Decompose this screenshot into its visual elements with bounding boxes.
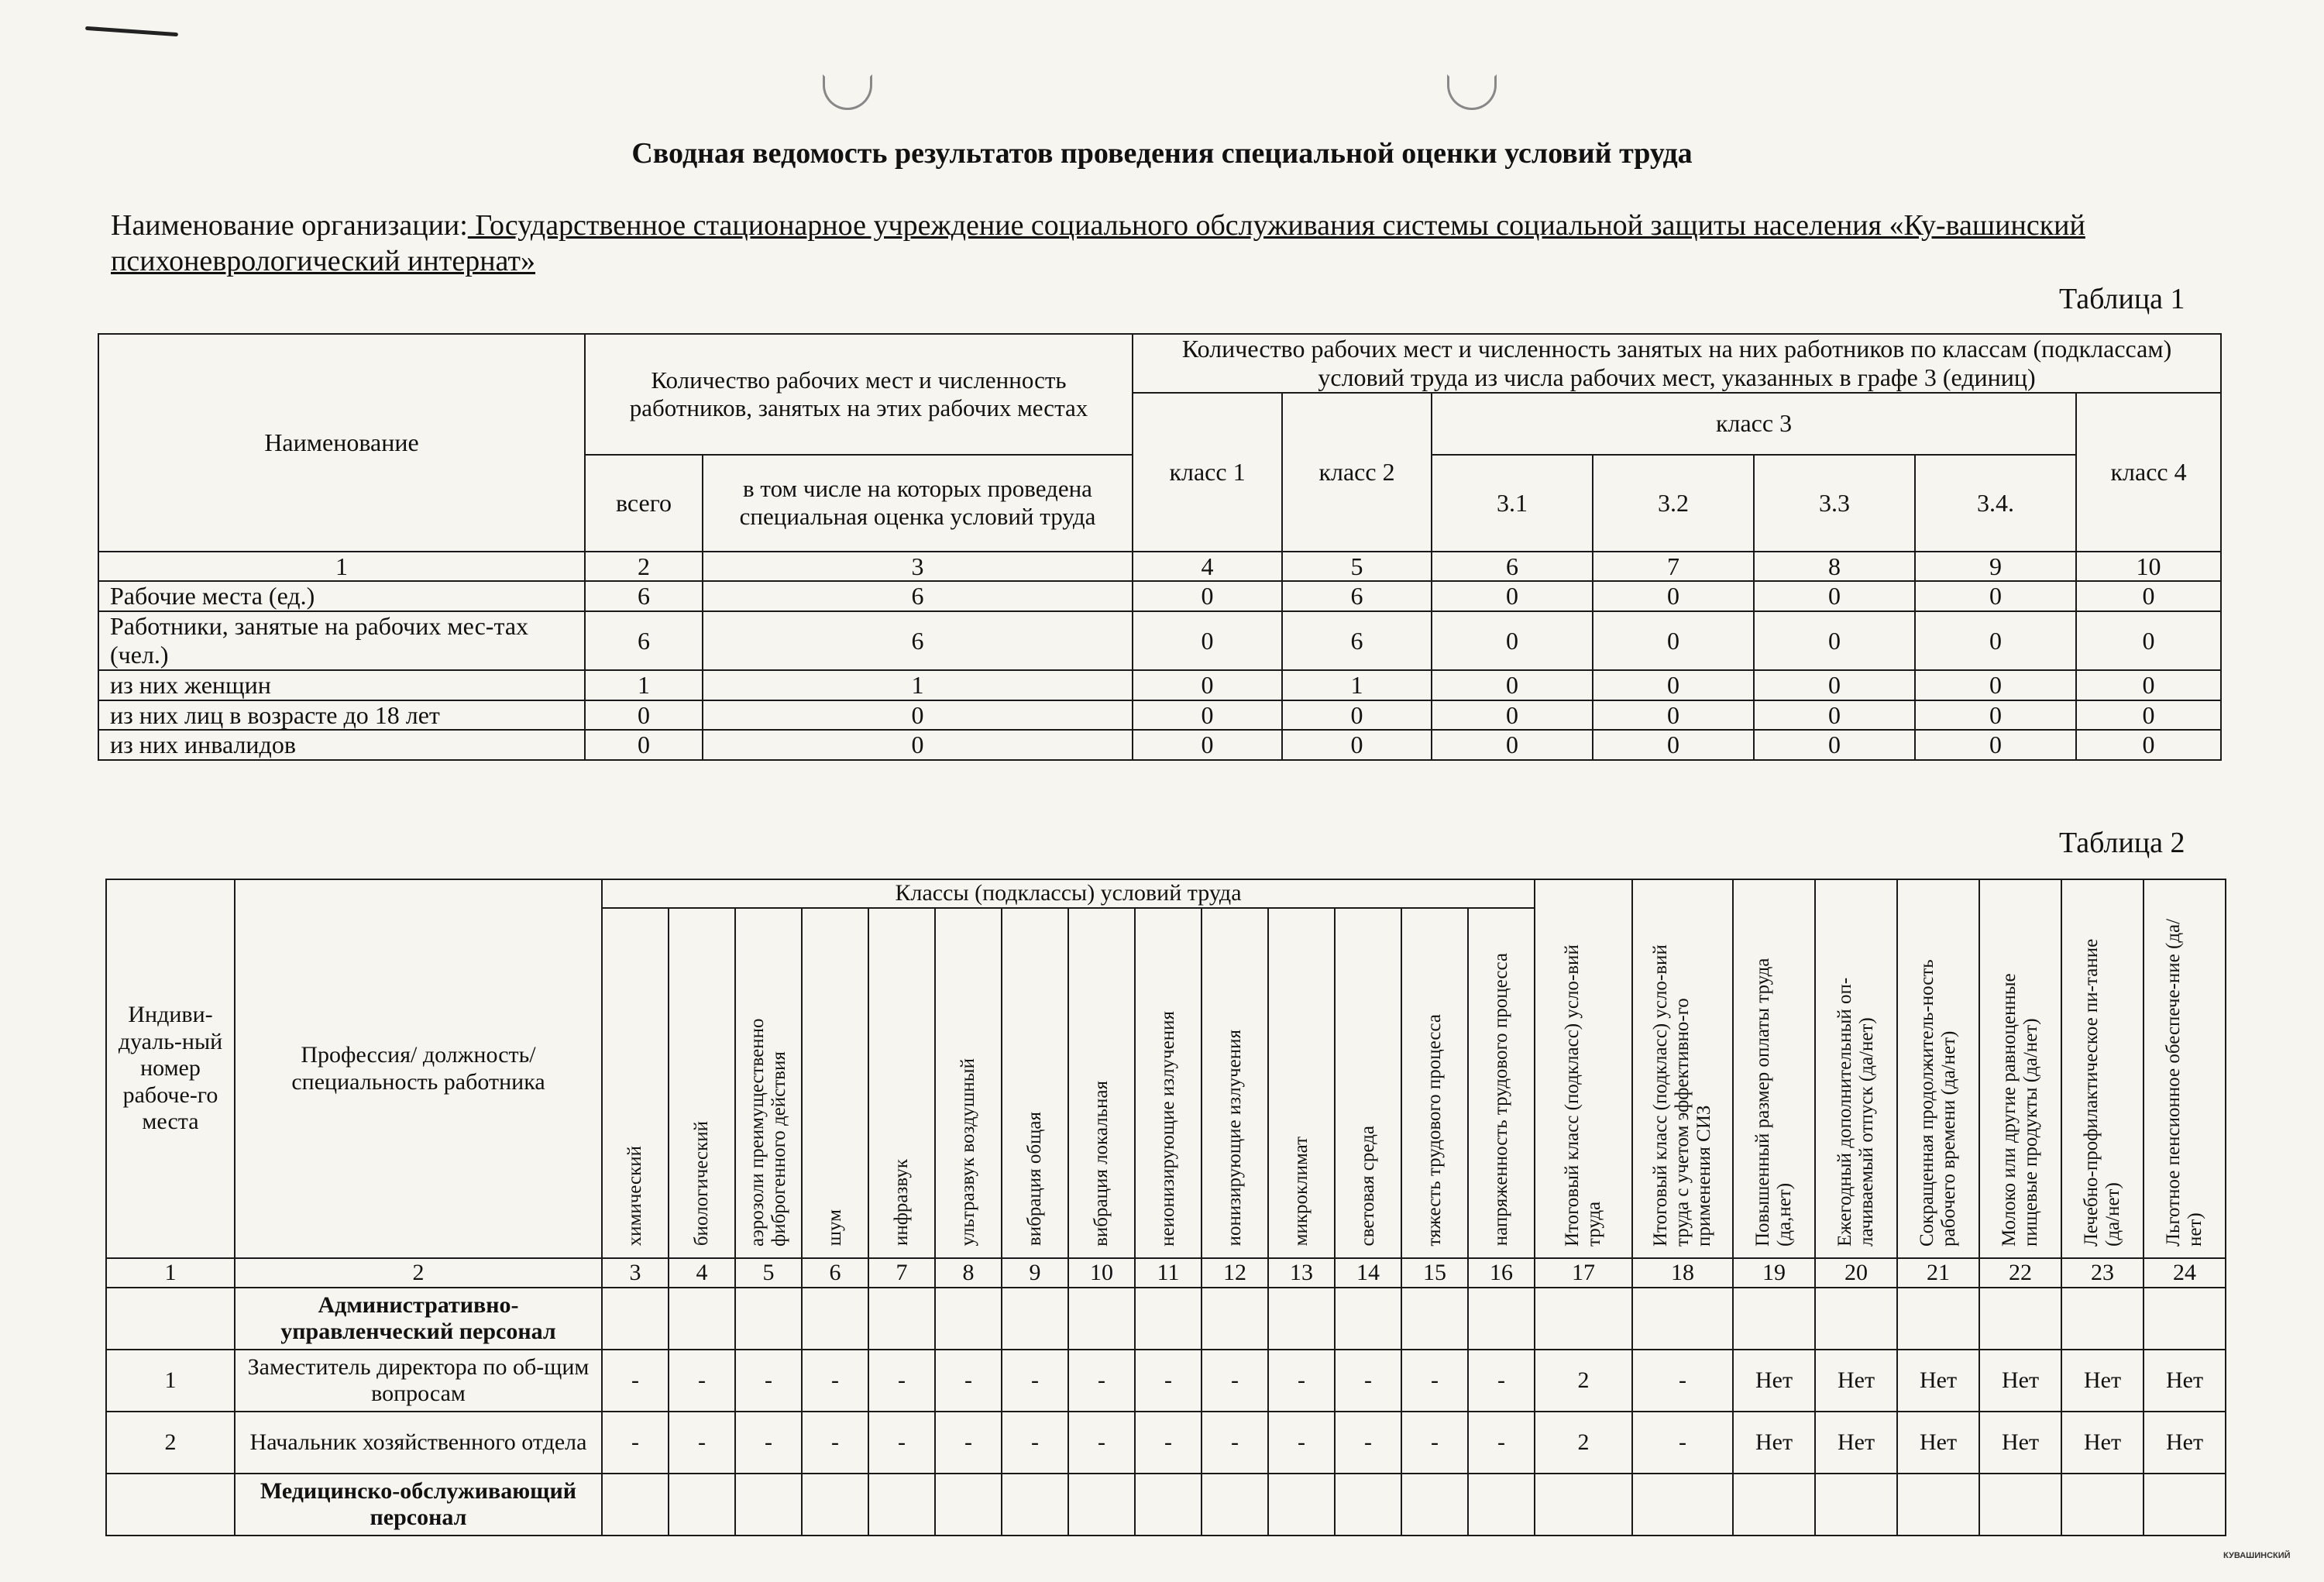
t1-value: 0 bbox=[1593, 730, 1754, 760]
t2-row bbox=[106, 1412, 2226, 1474]
t1-value: 0 bbox=[1432, 700, 1593, 731]
t1-header-class2: класс 2 bbox=[1282, 393, 1432, 552]
t1-value: 0 bbox=[1915, 581, 2076, 611]
t1-value: 0 bbox=[1133, 670, 1282, 700]
t1-value: 6 bbox=[703, 611, 1133, 670]
t2-col-number: 23 bbox=[2061, 1258, 2144, 1288]
t1-value: 0 bbox=[1593, 581, 1754, 611]
t2-col-number: 6 bbox=[802, 1258, 868, 1288]
t2-empty-cell bbox=[669, 1474, 735, 1536]
t1-value: 0 bbox=[1754, 611, 1915, 670]
t1-value: 0 bbox=[1593, 700, 1754, 731]
t1-value: 0 bbox=[1593, 670, 1754, 700]
t2-empty-cell bbox=[1068, 1288, 1135, 1350]
t2-value: - bbox=[1002, 1350, 1068, 1412]
t2-value: Нет bbox=[2061, 1412, 2144, 1474]
table1-caption: Таблица 1 bbox=[2059, 283, 2185, 315]
t2-factor-label: световая среда bbox=[1357, 1126, 1378, 1247]
t2-factor-label: химический bbox=[624, 1146, 645, 1247]
t2-empty-cell bbox=[868, 1288, 935, 1350]
t2-factor-label: тяжесть трудового процесса bbox=[1424, 1013, 1445, 1247]
t2-factor-label: неионизирующие излучения bbox=[1157, 1010, 1178, 1247]
t2-value: 2 bbox=[1535, 1412, 1632, 1474]
t2-value: Нет bbox=[2144, 1412, 2226, 1474]
t1-value: 0 bbox=[703, 730, 1133, 760]
t1-value: 0 bbox=[2076, 670, 2221, 700]
t2-header-factor bbox=[868, 908, 935, 1259]
t2-value: Нет bbox=[1979, 1412, 2061, 1474]
t2-workplace-no: 2 bbox=[106, 1412, 235, 1474]
t2-empty-cell bbox=[735, 1474, 802, 1536]
watermark-logo: КУВАШИНСКИЙ bbox=[2223, 1551, 2291, 1560]
t2-value: - bbox=[1632, 1412, 1733, 1474]
t2-empty-cell bbox=[1335, 1288, 1401, 1350]
t2-value: - bbox=[602, 1350, 669, 1412]
t2-value: - bbox=[1468, 1412, 1535, 1474]
t2-value: Нет bbox=[1897, 1350, 1979, 1412]
t1-row-name: из них женщин bbox=[98, 670, 585, 700]
t2-empty-cell bbox=[1202, 1288, 1268, 1350]
t2-factor-label: микроклимат bbox=[1291, 1137, 1312, 1247]
t2-body bbox=[106, 1288, 2226, 1536]
t2-header-classes-group: Классы (подклассы) условий труда bbox=[602, 879, 1535, 908]
t2-empty-cell bbox=[1202, 1474, 1268, 1536]
t2-value: - bbox=[1202, 1412, 1268, 1474]
t1-row-name: из них лиц в возрасте до 18 лет bbox=[98, 700, 585, 731]
t2-header-summary bbox=[1733, 879, 1815, 1258]
t2-header-summary bbox=[1815, 879, 1897, 1258]
t1-row bbox=[98, 581, 2221, 611]
t2-value: Нет bbox=[1897, 1412, 1979, 1474]
t2-value: Нет bbox=[1815, 1350, 1897, 1412]
t2-value: Нет bbox=[1733, 1350, 1815, 1412]
t2-col-number: 11 bbox=[1135, 1258, 1202, 1288]
t2-empty-cell bbox=[935, 1474, 1002, 1536]
t2-empty-cell bbox=[1002, 1474, 1068, 1536]
t1-value: 0 bbox=[2076, 700, 2221, 731]
t2-row bbox=[106, 1350, 2226, 1412]
t2-value: Нет bbox=[1815, 1412, 1897, 1474]
t2-empty-cell bbox=[2144, 1474, 2226, 1536]
t2-summary-label: Ежегодный дополнительный оп-лачиваемый отпуск (да/нет) bbox=[1834, 977, 1878, 1247]
t2-factor-label: вибрация локальная bbox=[1091, 1080, 1112, 1247]
t2-empty-cell bbox=[1897, 1288, 1979, 1350]
t2-empty-cell bbox=[1068, 1474, 1135, 1536]
t2-header-factor bbox=[1401, 908, 1468, 1259]
document-title: Сводная ведомость результатов проведения специальной оценки условий труда bbox=[631, 137, 1693, 170]
t2-col-number: 9 bbox=[1002, 1258, 1068, 1288]
t1-value: 0 bbox=[1754, 581, 1915, 611]
t2-factor-label: напряженность трудового процесса bbox=[1490, 953, 1512, 1247]
t1-value: 0 bbox=[1754, 700, 1915, 731]
t1-column-numbers bbox=[98, 552, 2221, 582]
t2-empty-cell bbox=[1632, 1474, 1733, 1536]
t2-empty-cell bbox=[2144, 1288, 2226, 1350]
t1-value: 6 bbox=[703, 581, 1133, 611]
t2-empty-cell bbox=[1733, 1474, 1815, 1536]
t2-summary-label: Сокращенная продолжитель-ность рабочего времени (да/нет) bbox=[1917, 958, 1960, 1247]
t1-value: 0 bbox=[585, 700, 703, 731]
t2-col-number: 19 bbox=[1733, 1258, 1815, 1288]
t1-value: 1 bbox=[1282, 670, 1432, 700]
punch-hole-left bbox=[823, 74, 872, 110]
t2-value: - bbox=[669, 1350, 735, 1412]
t1-header-name: Наименование bbox=[98, 334, 585, 552]
organization-label: Наименование организации: bbox=[111, 209, 468, 242]
t1-header-assessed: в том числе на которых проведена специальная оценка условий труда bbox=[703, 455, 1133, 552]
t2-section-medical: Медицинско-обслуживающий персонал bbox=[235, 1474, 602, 1536]
t1-row-name: Рабочие места (ед.) bbox=[98, 581, 585, 611]
t1-value: 0 bbox=[1915, 670, 2076, 700]
t2-col-number: 17 bbox=[1535, 1258, 1632, 1288]
t1-header-class1: класс 1 bbox=[1133, 393, 1282, 552]
t2-col-number: 24 bbox=[2144, 1258, 2226, 1288]
t1-value: 0 bbox=[2076, 611, 2221, 670]
t2-workplace-no: 1 bbox=[106, 1350, 235, 1412]
t2-section-row bbox=[106, 1474, 2226, 1536]
t1-value: 0 bbox=[2076, 730, 2221, 760]
t2-col-number: 16 bbox=[1468, 1258, 1535, 1288]
t2-section-admin: Административно-управленческий персонал bbox=[235, 1288, 602, 1350]
t2-col-number: 7 bbox=[868, 1258, 935, 1288]
t2-profession: Начальник хозяйственного отдела bbox=[235, 1412, 602, 1474]
t2-value: - bbox=[1068, 1412, 1135, 1474]
t2-empty-cell bbox=[1135, 1288, 1202, 1350]
t2-empty-cell bbox=[1335, 1474, 1401, 1536]
workplace-conditions-table bbox=[105, 879, 2226, 1536]
t2-value: - bbox=[1268, 1350, 1335, 1412]
t1-value: 0 bbox=[1133, 581, 1282, 611]
t2-header-summary bbox=[1979, 879, 2061, 1258]
t2-value: Нет bbox=[1733, 1412, 1815, 1474]
t1-value: 0 bbox=[1915, 730, 2076, 760]
t1-value: 0 bbox=[1432, 730, 1593, 760]
t2-value: 2 bbox=[1535, 1350, 1632, 1412]
t1-header-class4: класс 4 bbox=[2076, 393, 2221, 552]
t2-empty-cell bbox=[1897, 1474, 1979, 1536]
t1-header-classes-group: Количество рабочих мест и численность занятых на них работников по классам (подклассам) условий труда из числа рабочих мест, указанных в графе 3 (единиц) bbox=[1133, 334, 2221, 393]
t2-value: - bbox=[1632, 1350, 1733, 1412]
t2-col-number: 1 bbox=[106, 1258, 235, 1288]
t2-col-number: 21 bbox=[1897, 1258, 1979, 1288]
t2-value: Нет bbox=[2144, 1350, 2226, 1412]
t2-header-summary bbox=[1632, 879, 1733, 1258]
t2-empty-cell bbox=[1815, 1288, 1897, 1350]
t2-header-workplace-no: Индиви-дуаль-ный номер рабоче-го места bbox=[106, 879, 235, 1258]
t2-empty-cell bbox=[1632, 1288, 1733, 1350]
t2-empty-cell bbox=[802, 1288, 868, 1350]
t2-empty-cell bbox=[1002, 1288, 1068, 1350]
t1-col-number: 10 bbox=[2076, 552, 2221, 582]
t2-value: - bbox=[935, 1412, 1002, 1474]
t2-col-number: 8 bbox=[935, 1258, 1002, 1288]
t2-value: - bbox=[1268, 1412, 1335, 1474]
t1-header-count-group: Количество рабочих мест и численность работников, занятых на этих рабочих местах bbox=[585, 334, 1133, 455]
t2-factor-label: вибрация общая bbox=[1024, 1112, 1045, 1247]
t2-summary-label: Повышенный размер оплаты труда (да,нет) bbox=[1752, 958, 1796, 1247]
t2-empty-cell bbox=[602, 1474, 669, 1536]
t1-value: 0 bbox=[1133, 730, 1282, 760]
t1-value: 0 bbox=[1754, 670, 1915, 700]
t2-value: - bbox=[602, 1412, 669, 1474]
t2-header-factor bbox=[802, 908, 868, 1259]
t1-header-class3: класс 3 bbox=[1432, 393, 2076, 455]
t1-col-number: 4 bbox=[1133, 552, 1282, 582]
t1-value: 0 bbox=[1282, 700, 1432, 731]
t2-empty-cell bbox=[1535, 1288, 1632, 1350]
t1-col-number: 7 bbox=[1593, 552, 1754, 582]
t2-empty-cell bbox=[106, 1474, 235, 1536]
t2-value: - bbox=[802, 1350, 868, 1412]
t2-summary-label: Льготное пенсионное обеспече-ние (да/нет) bbox=[2163, 918, 2206, 1247]
t2-col-number: 2 bbox=[235, 1258, 602, 1288]
t2-profession: Заместитель директора по об-щим вопросам bbox=[235, 1350, 602, 1412]
t2-empty-cell bbox=[1468, 1288, 1535, 1350]
t1-value: 0 bbox=[703, 700, 1133, 731]
pen-mark bbox=[85, 26, 178, 36]
t2-col-number: 13 bbox=[1268, 1258, 1335, 1288]
organization-name: Государственное стационарное учреждение социального обслуживания системы социальной защиты населения «Ку-вашинский психоневрологический интернат» bbox=[111, 209, 2085, 277]
t2-factor-label: шум bbox=[824, 1209, 845, 1247]
t2-value: - bbox=[868, 1350, 935, 1412]
t2-empty-cell bbox=[1979, 1474, 2061, 1536]
t2-value: - bbox=[1135, 1350, 1202, 1412]
t2-factor-label: ионизирующие излучения bbox=[1224, 1030, 1245, 1247]
t2-section-row bbox=[106, 1288, 2226, 1350]
t2-header-factor bbox=[1268, 908, 1335, 1259]
t2-value: - bbox=[1202, 1350, 1268, 1412]
t1-col-number: 8 bbox=[1754, 552, 1915, 582]
t1-col-number: 2 bbox=[585, 552, 703, 582]
t1-row bbox=[98, 730, 2221, 760]
t2-header-factor bbox=[669, 908, 735, 1259]
t2-col-number: 3 bbox=[602, 1258, 669, 1288]
t2-value: Нет bbox=[1979, 1350, 2061, 1412]
t2-empty-cell bbox=[1401, 1288, 1468, 1350]
t2-summary-label: Итоговый класс (подкласс) усло-вий труда с учетом эффективно-го применения СИЗ bbox=[1650, 944, 1715, 1247]
t2-col-number: 20 bbox=[1815, 1258, 1897, 1288]
t2-value: - bbox=[1068, 1350, 1135, 1412]
t2-value: - bbox=[1401, 1412, 1468, 1474]
t1-header-3-2: 3.2 bbox=[1593, 455, 1754, 552]
t2-empty-cell bbox=[1401, 1474, 1468, 1536]
t2-value: - bbox=[1401, 1350, 1468, 1412]
t2-value: - bbox=[1135, 1412, 1202, 1474]
t1-value: 0 bbox=[1133, 700, 1282, 731]
t2-value: - bbox=[1002, 1412, 1068, 1474]
t2-empty-cell bbox=[1979, 1288, 2061, 1350]
t1-row bbox=[98, 700, 2221, 731]
t2-empty-cell bbox=[2061, 1474, 2144, 1536]
t2-col-number: 15 bbox=[1401, 1258, 1468, 1288]
t2-factor-label: биологический bbox=[691, 1121, 712, 1247]
t1-value: 0 bbox=[585, 730, 703, 760]
t1-header-3-3: 3.3 bbox=[1754, 455, 1915, 552]
table2-caption: Таблица 2 bbox=[2059, 827, 2185, 859]
t2-empty-cell bbox=[1815, 1474, 1897, 1536]
t2-col-number: 5 bbox=[735, 1258, 802, 1288]
t2-empty-cell bbox=[1535, 1474, 1632, 1536]
t2-header-factor bbox=[1135, 908, 1202, 1259]
t1-value: 0 bbox=[1282, 730, 1432, 760]
t2-header-factor bbox=[1002, 908, 1068, 1259]
t1-value: 0 bbox=[1432, 670, 1593, 700]
t1-row-name: Работники, занятые на рабочих мес-тах (чел.) bbox=[98, 611, 585, 670]
t1-col-number: 1 bbox=[98, 552, 585, 582]
t1-value: 0 bbox=[1432, 611, 1593, 670]
t2-empty-cell bbox=[1268, 1474, 1335, 1536]
t2-value: - bbox=[1468, 1350, 1535, 1412]
t1-header-3-1: 3.1 bbox=[1432, 455, 1593, 552]
t2-header-summary bbox=[2144, 879, 2226, 1258]
t1-value: 1 bbox=[585, 670, 703, 700]
t2-summary-label: Молоко или другие равноценные пищевые продукты (да/нет) bbox=[1999, 972, 2042, 1247]
t2-header-profession: Профессия/ должность/ специальность работника bbox=[235, 879, 602, 1258]
t2-value: - bbox=[1335, 1350, 1401, 1412]
t2-value: - bbox=[735, 1350, 802, 1412]
t2-empty-cell bbox=[1268, 1288, 1335, 1350]
t2-col-number: 18 bbox=[1632, 1258, 1733, 1288]
t1-col-number: 5 bbox=[1282, 552, 1432, 582]
t2-empty-cell bbox=[868, 1474, 935, 1536]
t2-value: Нет bbox=[2061, 1350, 2144, 1412]
t1-value: 0 bbox=[2076, 581, 2221, 611]
t1-value: 0 bbox=[1133, 611, 1282, 670]
t1-col-number: 6 bbox=[1432, 552, 1593, 582]
t2-empty-cell bbox=[2061, 1288, 2144, 1350]
t2-col-number: 10 bbox=[1068, 1258, 1135, 1288]
t1-value: 0 bbox=[1915, 700, 2076, 731]
t1-body bbox=[98, 581, 2221, 760]
t2-empty-cell bbox=[802, 1474, 868, 1536]
organization-line bbox=[111, 208, 2202, 279]
t2-empty-cell bbox=[935, 1288, 1002, 1350]
t2-header-factor bbox=[1068, 908, 1135, 1259]
t2-empty-cell bbox=[1135, 1474, 1202, 1536]
t2-col-number: 12 bbox=[1202, 1258, 1268, 1288]
t2-col-number: 4 bbox=[669, 1258, 735, 1288]
t1-row-name: из них инвалидов bbox=[98, 730, 585, 760]
t2-empty-cell bbox=[735, 1288, 802, 1350]
t2-header-factor bbox=[602, 908, 669, 1259]
punch-hole-right bbox=[1447, 74, 1497, 110]
t2-empty-cell bbox=[1468, 1474, 1535, 1536]
t2-column-numbers bbox=[106, 1258, 2226, 1288]
t2-header-summary bbox=[1535, 879, 1632, 1258]
t2-value: - bbox=[802, 1412, 868, 1474]
t2-summary-label: Итоговый класс (подкласс) усло-вий труда bbox=[1562, 944, 1605, 1247]
t1-value: 1 bbox=[703, 670, 1133, 700]
t2-empty-cell bbox=[1733, 1288, 1815, 1350]
t1-value: 6 bbox=[1282, 611, 1432, 670]
t2-empty-cell bbox=[106, 1288, 235, 1350]
t1-header-3-4: 3.4. bbox=[1915, 455, 2076, 552]
summary-table bbox=[98, 333, 2222, 761]
t2-header-factor bbox=[1468, 908, 1535, 1259]
t1-value: 0 bbox=[1754, 730, 1915, 760]
t1-value: 6 bbox=[585, 581, 703, 611]
t2-factor-label: ультразвук воздушный bbox=[957, 1058, 978, 1247]
t2-value: - bbox=[1335, 1412, 1401, 1474]
t2-value: - bbox=[868, 1412, 935, 1474]
t2-header-summary bbox=[2061, 879, 2144, 1258]
t2-header-summary bbox=[1897, 879, 1979, 1258]
t2-value: - bbox=[735, 1412, 802, 1474]
t1-value: 0 bbox=[1593, 611, 1754, 670]
t2-header-factor bbox=[1335, 908, 1401, 1259]
t2-factor-label: аэрозоли преимущественно фиброгенного действия bbox=[747, 1017, 789, 1247]
t2-col-number: 14 bbox=[1335, 1258, 1401, 1288]
t2-header-factor bbox=[735, 908, 802, 1259]
t2-factor-label: инфразвук bbox=[891, 1159, 912, 1247]
t1-value: 6 bbox=[1282, 581, 1432, 611]
t2-header-factor bbox=[1202, 908, 1268, 1259]
t2-value: - bbox=[669, 1412, 735, 1474]
t1-col-number: 3 bbox=[703, 552, 1133, 582]
t2-summary-label: Лечебно-профилактическое пи-тание (да/нет) bbox=[2081, 938, 2124, 1247]
t2-empty-cell bbox=[669, 1288, 735, 1350]
t2-empty-cell bbox=[602, 1288, 669, 1350]
t1-value: 6 bbox=[585, 611, 703, 670]
t2-header-factor bbox=[935, 908, 1002, 1259]
t1-value: 0 bbox=[1915, 611, 2076, 670]
t2-col-number: 22 bbox=[1979, 1258, 2061, 1288]
t2-value: - bbox=[935, 1350, 1002, 1412]
t1-col-number: 9 bbox=[1915, 552, 2076, 582]
t1-row bbox=[98, 670, 2221, 700]
t1-value: 0 bbox=[1432, 581, 1593, 611]
t1-header-total: всего bbox=[585, 455, 703, 552]
t1-row bbox=[98, 611, 2221, 670]
